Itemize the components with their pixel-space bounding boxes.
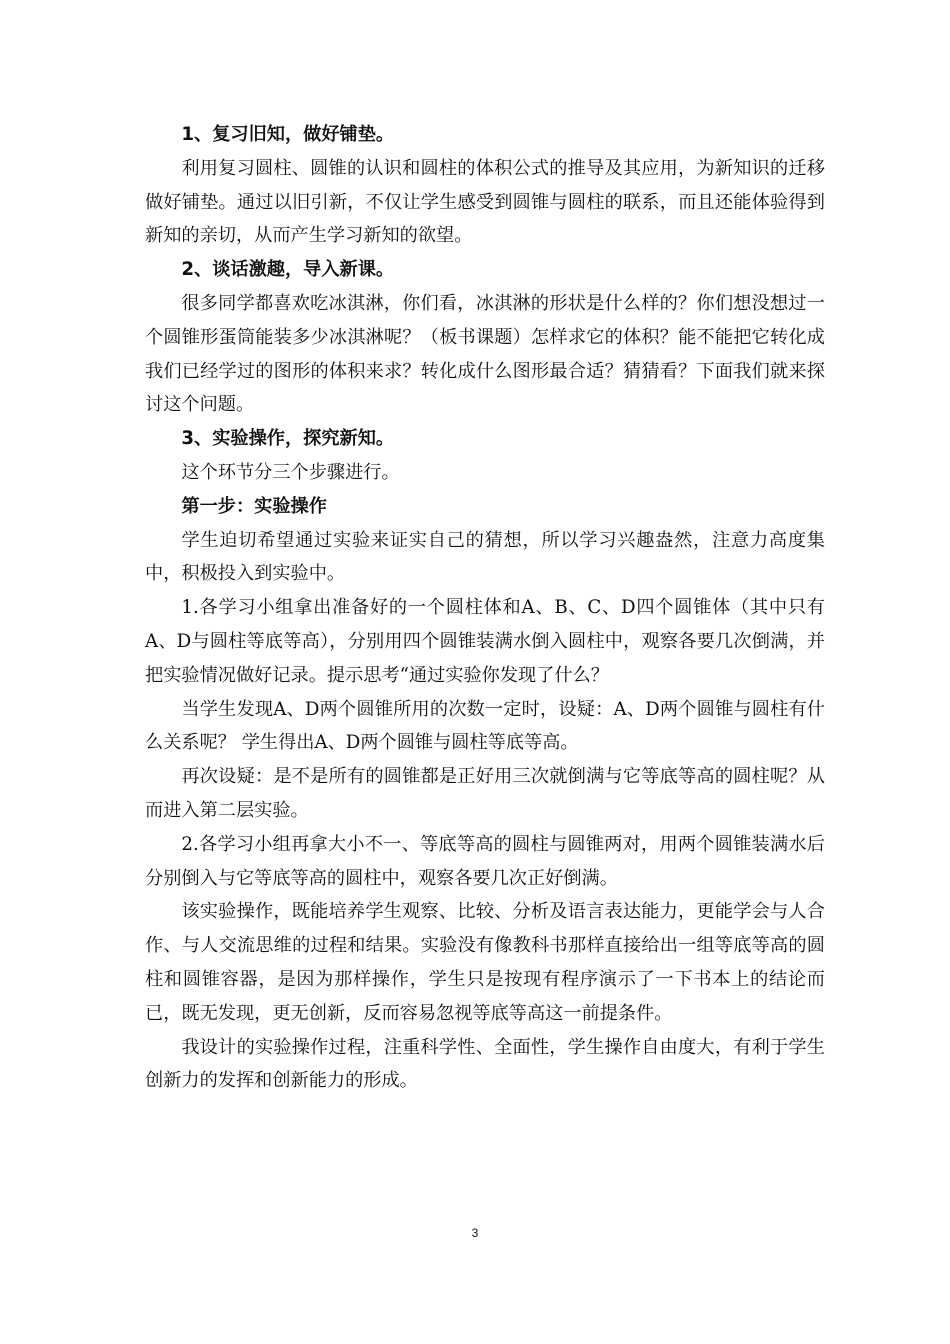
paragraph-conclusion: 我设计的实验操作过程，注重科学性、全面性，学生操作自由度大，有利于学生创新力的发挥和创新能力的形成。 [145, 1036, 825, 1092]
step-one-heading: 第一步：实验操作 [181, 495, 327, 517]
page-body [145, 118, 825, 1098]
paragraph-experiment-1: 1.各学习小组拿出准备好的一个圆柱体和A、B、C、D四个圆锥体（其中只有A、D与圆柱等底等高），分别用四个圆锥装满水倒入圆柱中，观察各要几次倒满，并把实验情况做好记录。提示思考“通过实验你发现了什么？ [145, 597, 825, 686]
section-heading-intro: 2、谈话激趣，导入新课。 [181, 259, 395, 281]
paragraph-steps: 这个环节分三个步骤进行。 [181, 461, 400, 483]
section-heading-experiment: 3、实验操作，探究新知。 [181, 428, 395, 450]
paragraph-motivation: 学生迫切希望通过实验来证实自己的猜想，所以学习兴趣盎然，注意力高度集中，积极投入到实验中。 [145, 529, 825, 585]
paragraph-question-1: 当学生发现A、D两个圆锥所用的次数一定时，设疑：A、D两个圆锥与圆柱有什么关系呢？ 学生得出A、D两个圆锥与圆柱等底等高。 [145, 698, 825, 754]
paragraph-experiment-2: 2.各学习小组再拿大小不一、等底等高的圆柱与圆锥两对，用两个圆锥装满水后分别倒入与它等底等高的圆柱中，观察各要几次正好倒满。 [145, 833, 825, 889]
section-heading-review: 1、复习旧知，做好铺垫。 [181, 124, 395, 145]
page-number: 3 [471, 1226, 479, 1240]
paragraph-analysis: 该实验操作，既能培养学生观察、比较、分析及语言表达能力，更能学会与人合作、与人交流思维的过程和结果。实验没有像教科书那样直接给出一组等底等高的圆柱和圆锥容器，是因为那样操作，学生只是按现有程序演示了一下书本上的结论而已，既无发现，更无创新，反而容易忽视等底等高这一前提条件。 [145, 901, 825, 1024]
paragraph-intro: 很多同学都喜欢吃冰淇淋，你们看，冰淇淋的形状是什么样的？你们想没想过一个圆锥形蛋筒能装多少冰淇淋呢？（板书课题）怎样求它的体积？能不能把它转化成我们已经学过的图形的体积来求？转化成什么图形最合适？猜猜看？下面我们就来探讨这个问题。 [145, 292, 825, 416]
paragraph-question-2: 再次设疑：是不是所有的圆锥都是正好用三次就倒满与它等底等高的圆柱呢？从而进入第二层实验。 [145, 766, 825, 821]
paragraph-review: 利用复习圆柱、圆锥的认识和圆柱的体积公式的推导及其应用，为新知识的迁移做好铺垫。通过以旧引新，不仅让学生感受到圆锥与圆柱的联系，而且还能体验得到新知的亲切，从而产生学习新知的欲望。 [145, 157, 825, 247]
